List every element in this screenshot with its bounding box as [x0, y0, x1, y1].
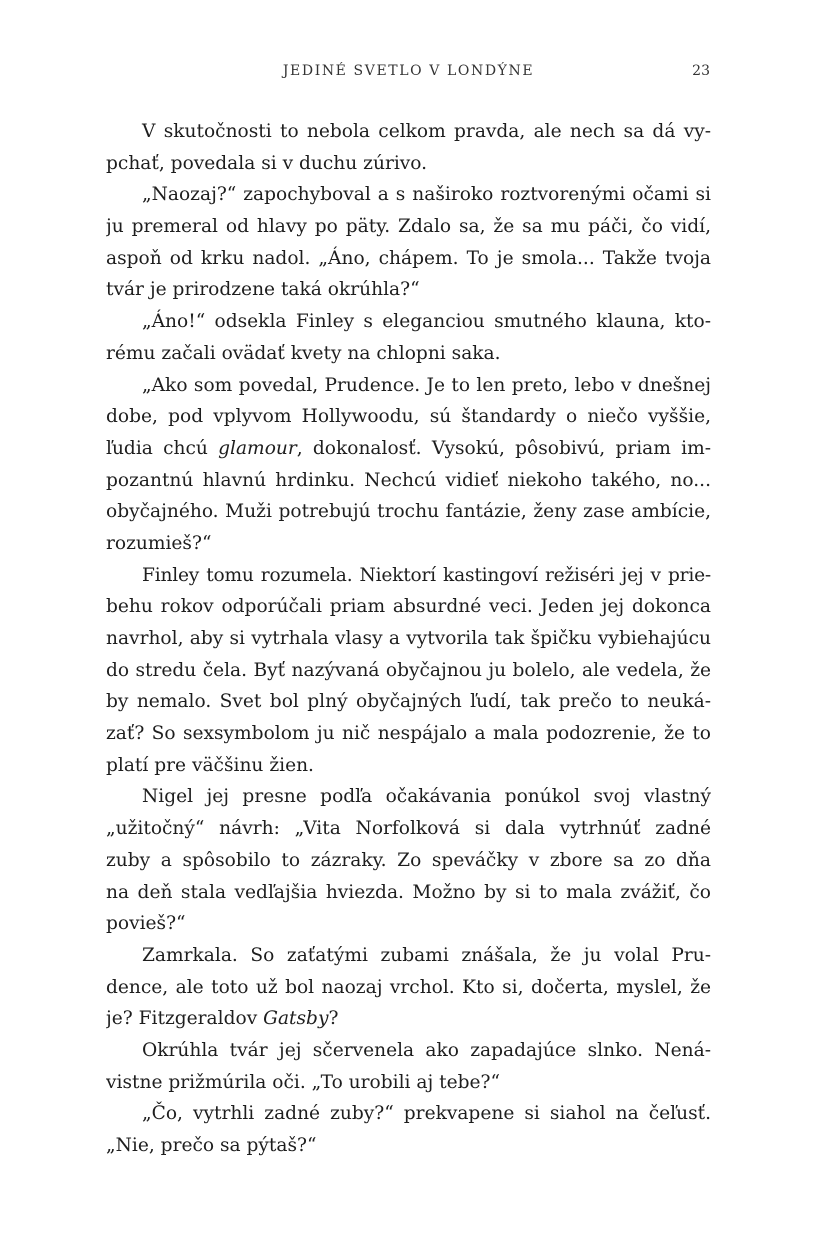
text-line: do stredu čela. Byť nazývaná obyčajnou ju bolelo, ale vedela, že [106, 659, 711, 681]
text-line: rozumieš?“ [106, 532, 212, 554]
running-header [107, 63, 710, 87]
text-line: by nemalo. Svet bol plný obyčajných ľudí, tak prečo to neuká- [106, 691, 711, 713]
page-number: 23 [692, 63, 710, 79]
text-line: povieš?“ [106, 913, 186, 935]
text-line: tvár je prirodzene taká okrúhla?“ [106, 279, 420, 301]
text-line: rému začali ovädať kvety na chlopni saka. [106, 342, 501, 364]
text-run: , dokonalosť. Vysokú, pôsobivú, priam im- [296, 437, 711, 459]
text-run: je? Fitzgeraldov [106, 1008, 264, 1030]
text-line [106, 433, 711, 465]
text-line: Zamrkala. So zaťatými zubami znášala, že ju volal Pru- [142, 944, 711, 966]
text-line: Okrúhla tvár jej sčervenela ako zapadajúce slnko. Nená- [142, 1039, 711, 1061]
text-line: „Áno!“ odsekla Finley s eleganciou smutného klauna, kto- [142, 311, 711, 333]
text-line: ju premeral od hlavy po päty. Zdalo sa, že sa mu páči, čo vidí, [106, 216, 711, 238]
body-text [106, 116, 711, 1162]
text-line [106, 1003, 711, 1035]
text-line: pchať, povedala si v duchu zúrivo. [106, 152, 428, 174]
text-line: dobe, pod vplyvom Hollywoodu, sú štandardy o niečo vyššie, [106, 406, 711, 428]
text-line: navrhol, aby si vytrhala vlasy a vytvorila tak špičku vybiehajúcu [106, 628, 711, 649]
running-title: JEDINÉ SVETLO V LONDÝNE [282, 63, 535, 79]
text-line: V skutočnosti to nebola celkom pravda, ale nech sa dá vy- [142, 121, 711, 142]
italic-word: glamour [218, 437, 297, 459]
text-line: pozantnú hlavnú hrdinku. Nechcú vidieť niekoho takého, no... [106, 469, 711, 491]
text-line: vistne prižmúrila oči. „To urobili aj tebe?“ [106, 1071, 501, 1093]
text-run: ľudia chcú [106, 437, 219, 459]
text-line: behu rokov odporúčali priam absurdné veci. Jeden jej dokonca [106, 596, 711, 618]
text-line: „Čo, vytrhli zadné zuby?“ prekvapene si siahol na čeľusť. [142, 1103, 711, 1125]
text-line: zať? So sexsymbolom ju nič nespájalo a mala podozrenie, že to [106, 723, 711, 745]
text-run: ? [328, 1008, 339, 1030]
text-line: Finley tomu rozumela. Niektorí kastingoví režiséri jej v prie- [142, 564, 711, 586]
text-line: aspoň od krku nadol. „Áno, chápem. To je smola... Takže tvoja [106, 247, 711, 269]
text-line: zuby a spôsobilo to zázraky. Zo speváčky v zbore sa zo dňa [106, 849, 711, 871]
text-line: „Naozaj?“ zapochyboval a s naširoko roztvorenými očami si [142, 184, 711, 206]
text-line: dence, ale toto už bol naozaj vrchol. Kto si, dočerta, myslel, že [106, 976, 711, 998]
text-line: na deň stala vedľajšia hviezda. Možno by si to mala zvážiť, čo [106, 881, 711, 903]
text-line: „užitočný“ návrh: „Vita Norfolková si dala vytrhnúť zadné [106, 818, 711, 840]
text-line: „Nie, prečo sa pýtaš?“ [106, 1135, 317, 1156]
text-line: „Ako som povedal, Prudence. Je to len preto, lebo v dnešnej [142, 374, 711, 396]
text-line: platí pre väčšinu žien. [106, 754, 314, 776]
italic-word: Gatsby [263, 1008, 329, 1030]
text-line: obyčajného. Muži potrebujú trochu fantázie, ženy zase ambície, [106, 501, 711, 523]
text-line: Nigel jej presne podľa očakávania ponúkol svoj vlastný [142, 786, 711, 808]
